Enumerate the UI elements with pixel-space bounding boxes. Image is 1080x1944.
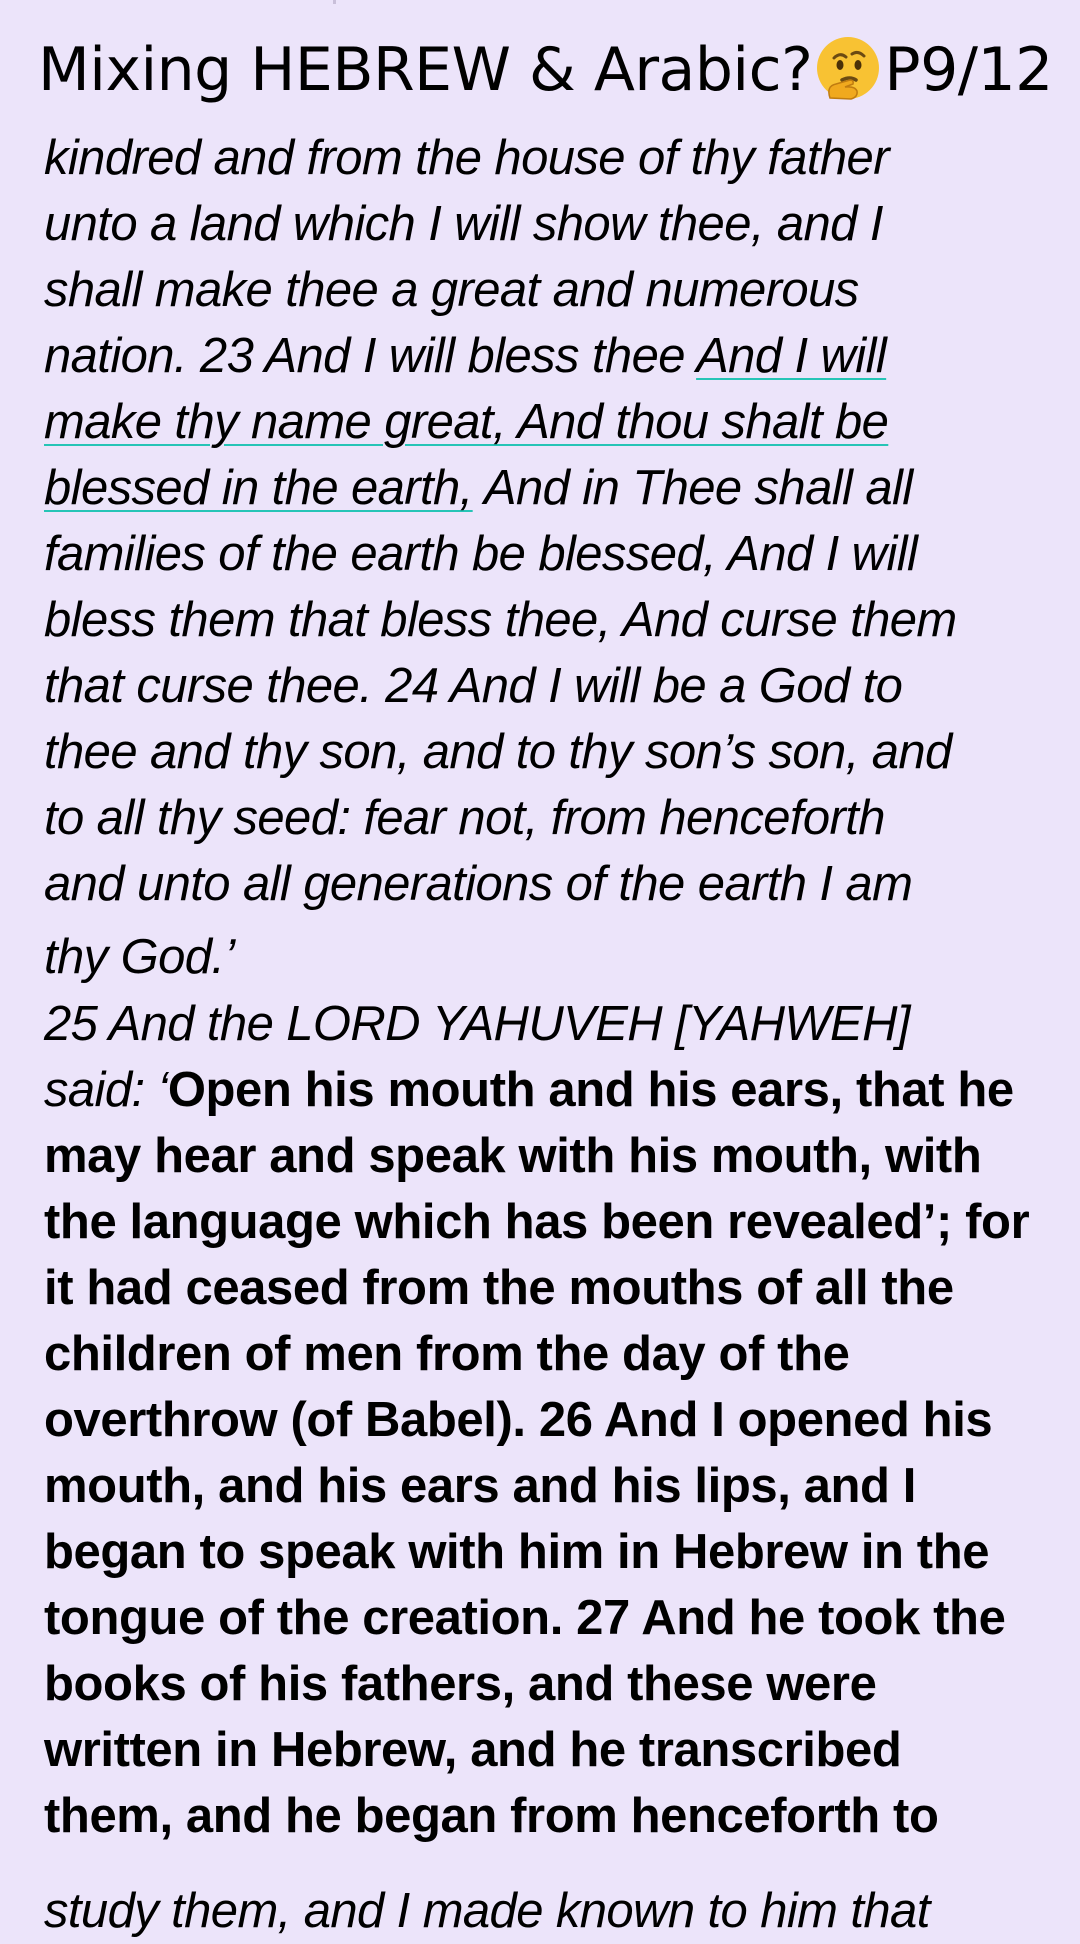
passage-line: thy God.’: [44, 930, 235, 984]
passage-line: books of his fathers, and these were: [44, 1657, 877, 1711]
cut-off-line: [44, 1880, 1044, 1938]
passage-line: unto a land which I will show thee, and I: [44, 197, 883, 251]
passage-line: the language which has been revealed’; for: [44, 1195, 1030, 1249]
passage-line: 25 And the LORD YAHUVEH [YAHWEH]: [44, 997, 910, 1051]
highlighted-quote: blessed in the earth,: [44, 461, 473, 515]
passage-line: bless them that bless thee, And curse them: [44, 593, 957, 647]
passage-line: shall make thee a great and numerous: [44, 263, 859, 317]
passage-line: children of men from the day of the: [44, 1327, 850, 1381]
passage-line: written in Hebrew, and he transcribed: [44, 1723, 902, 1777]
title-text: Mixing HEBREW & Arabic?: [38, 35, 813, 105]
passage-line: families of the earth be blessed, And I will: [44, 527, 918, 581]
passage-line-partial: study them, and I made known to him that: [44, 1884, 930, 1938]
passage-line: nation. 23 And I will bless thee And I will: [44, 329, 887, 383]
status-bar-mark: [333, 0, 336, 4]
passage-line: mouth, and his ears and his lips, and I: [44, 1459, 916, 1513]
passage-line: overthrow (of Babel). 26 And I opened his: [44, 1393, 993, 1447]
highlighted-quote: make thy name great, And thou shalt be: [44, 395, 889, 449]
page-counter: P9/12: [884, 35, 1053, 105]
passage-line: it had ceased from the mouths of all the: [44, 1261, 954, 1315]
thinking-face-icon: [814, 34, 882, 102]
passage-line: to all thy seed: fear not, from henceforth: [44, 791, 885, 845]
passage-line: blessed in the earth, And in Thee shall all: [44, 461, 913, 515]
passage-line: said: ‘Open his mouth and his ears, that he: [44, 1063, 1014, 1117]
passage-line: may hear and speak with his mouth, with: [44, 1129, 982, 1183]
passage-line: kindred and from the house of thy father: [44, 131, 889, 185]
passage-text: [44, 125, 1044, 1849]
passage-line: them, and he began from henceforth to: [44, 1789, 939, 1843]
passage-line: thee and thy son, and to thy son’s son, and: [44, 725, 952, 779]
passage-line: that curse thee. 24 And I will be a God to: [44, 659, 903, 713]
highlighted-quote: And I will: [696, 329, 887, 383]
passage-line: [44, 389, 1044, 455]
passage-line: and unto all generations of the earth I am: [44, 857, 913, 911]
passage-line: began to speak with him in Hebrew in the: [44, 1525, 990, 1579]
passage-line: tongue of the creation. 27 And he took the: [44, 1591, 1006, 1645]
page-title: [38, 30, 1053, 110]
